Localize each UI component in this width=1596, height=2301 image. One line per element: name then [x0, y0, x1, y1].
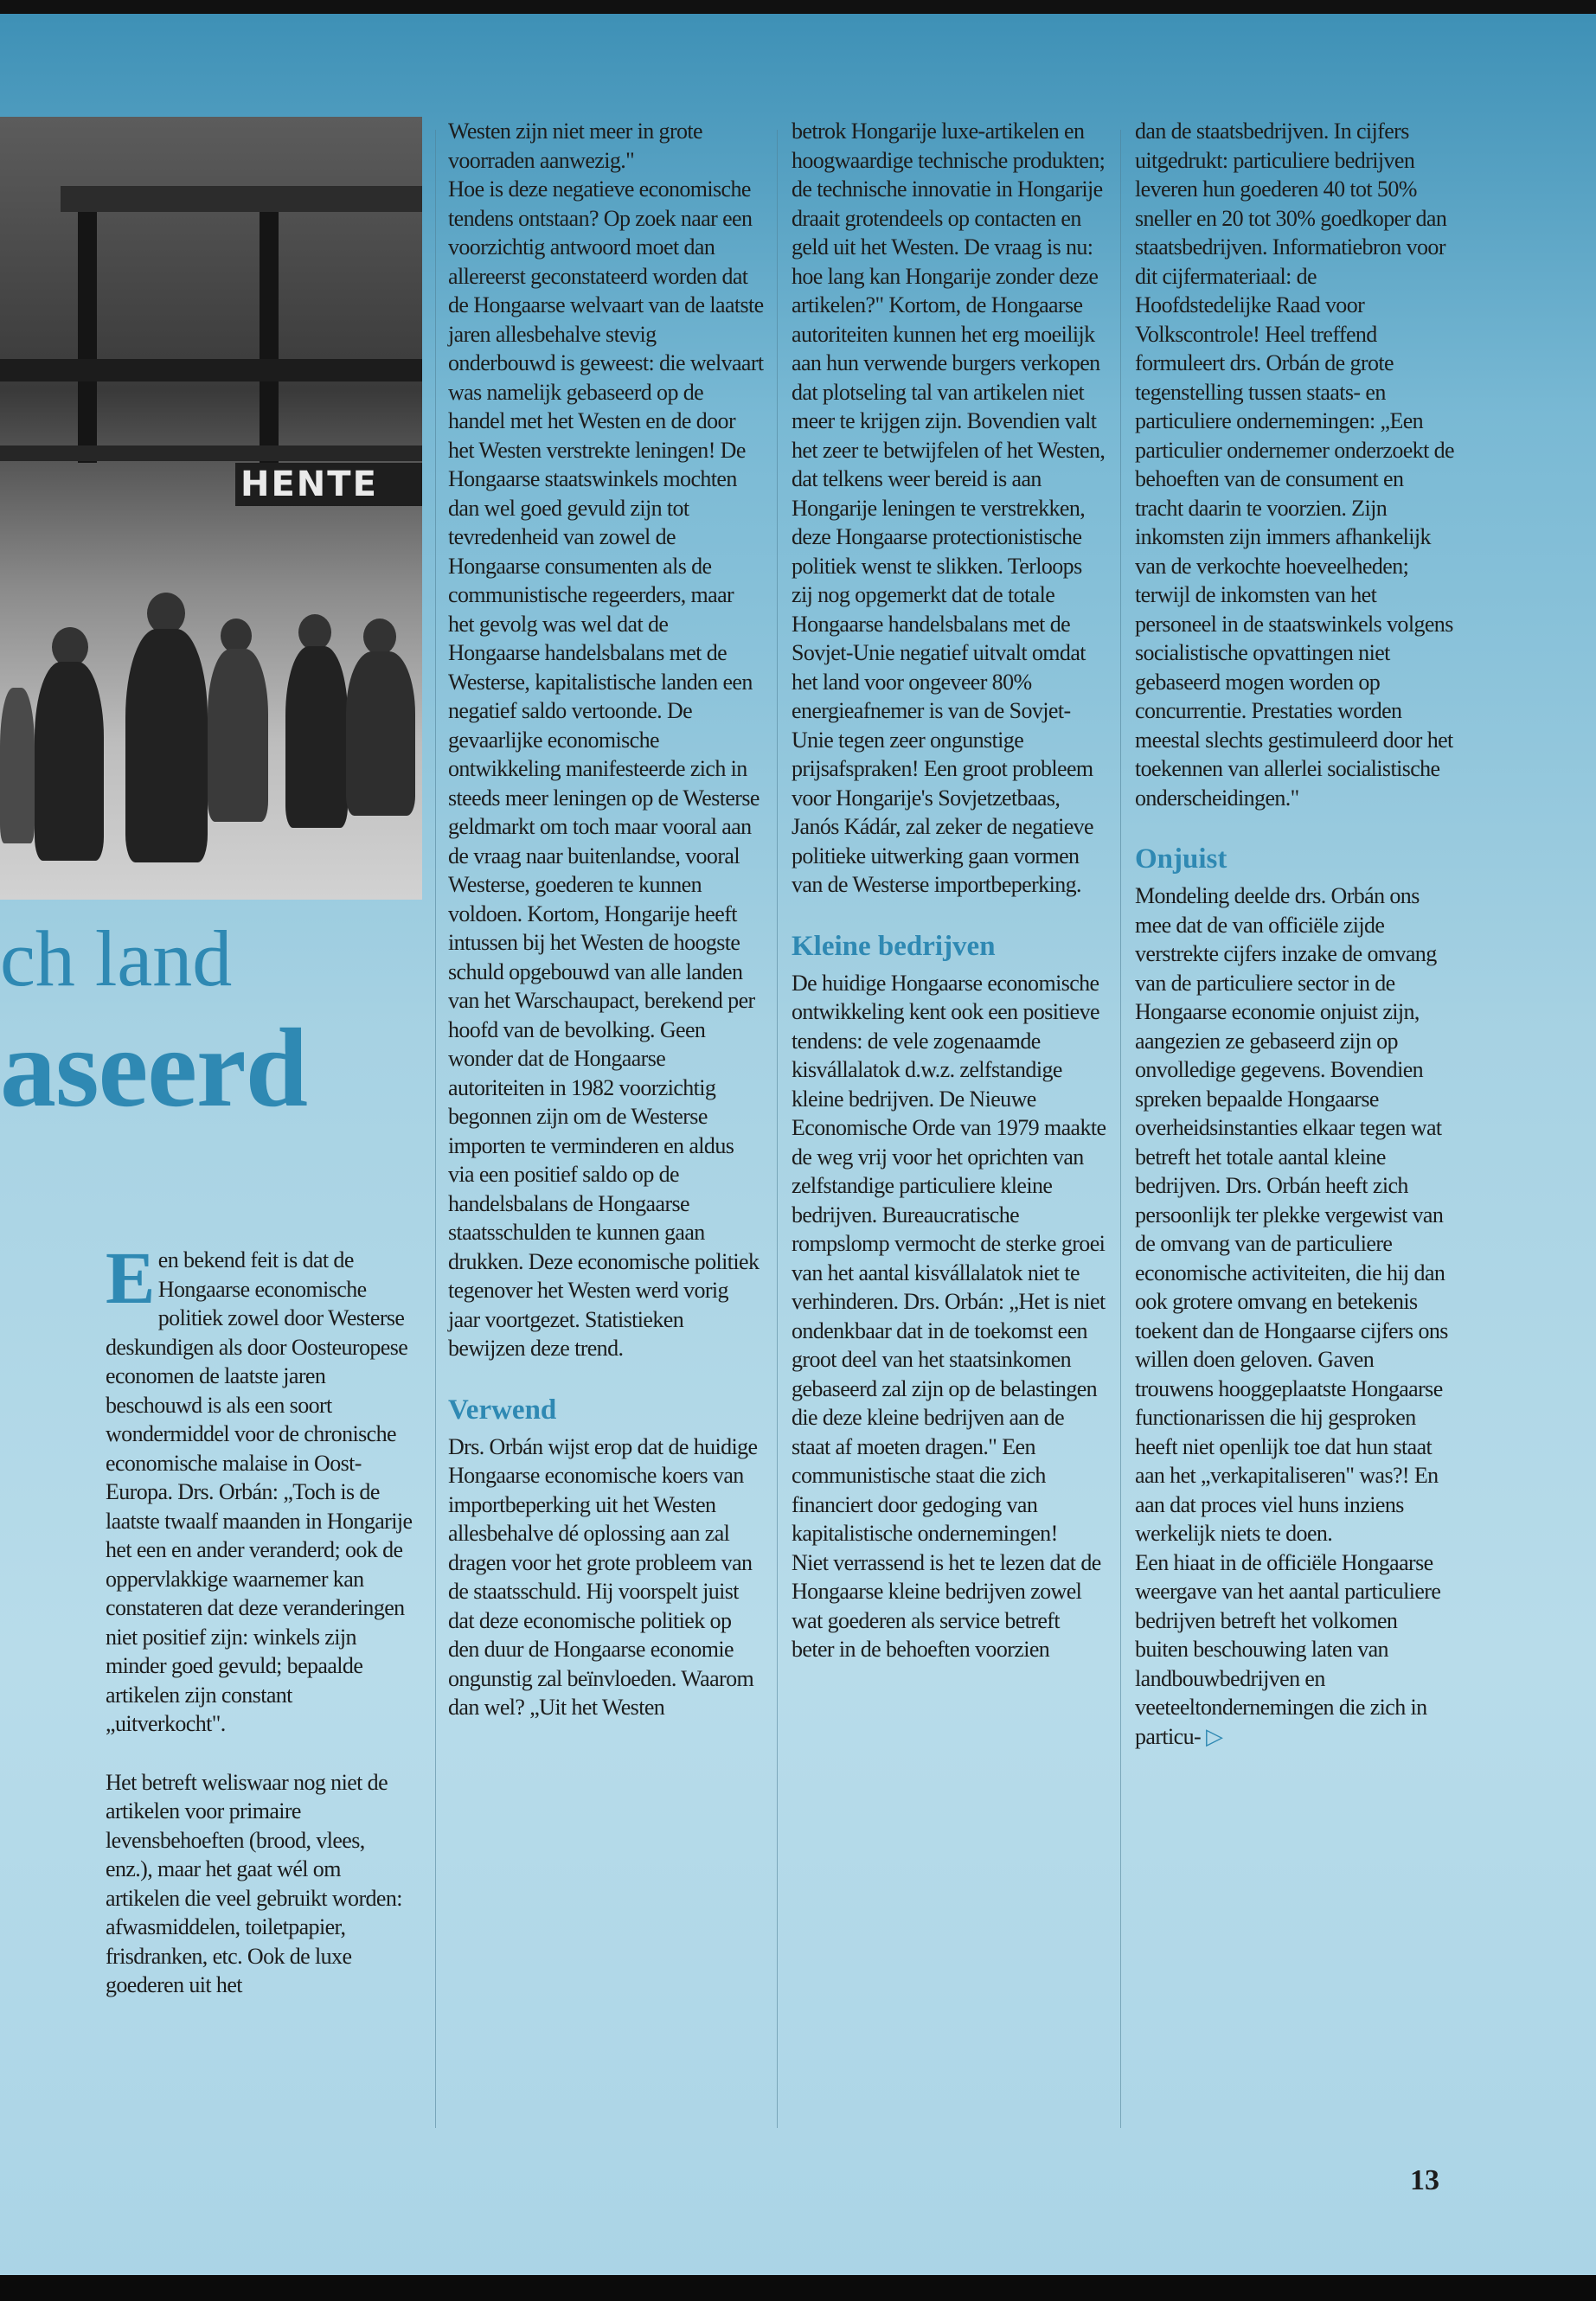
top-border	[0, 0, 1596, 14]
column-2	[448, 117, 764, 1722]
paragraph: Westen zijn niet meer in grote voorraden aanwezig."	[448, 119, 702, 173]
continue-arrow-icon: ▷	[1205, 1723, 1223, 1749]
paragraph: De huidige Hongaarse economische ontwikkeling kent ook een positieve tendens: de vele zogenaamde kisvállalatok d.w.z. zelfstandige kleine bedrijven. De Nieuwe Economische Orde van 1979 maakte de weg vrij voor het oprichten van zelfstandige particuliere kleine bedrijven. Bureaucratische rompslomp vermocht de sterke groei van het aantal kisvállalatok niet te verhinderen. Drs. Orbán: „Het is niet ondenkbaar dat in de toekomst een groot deel van het staatsinkomen gebaseerd zal zijn op de belastingen die deze kleine bedrijven aan de staat af moeten dragen." Een communistische staat die zich financiert door gedoging van kapitalistische ondernemingen!	[792, 970, 1106, 1546]
paragraph-text: Een hiaat in de officiële Hongaarse weergave van het aantal particuliere bedrijven betreft het volkomen buiten beschouwing laten van landbouwbedrijven en veeteeltondernemingen die zich in particu-	[1135, 1549, 1441, 1749]
photo-awning	[61, 186, 422, 212]
paragraph: Het betreft weliswaar nog niet de artikelen voor primaire levensbehoeften (brood, vlees, enz.), maar het gaat wél om artikelen die veel gebruikt worden: afwasmiddelen, toiletpapier, frisdranken, etc. Ook de luxe goederen uit het	[106, 1769, 402, 1997]
paragraph: Hoe is deze negatieve economische tendens ontstaan? Op zoek naar een voorzichtig antwoord moet dan allereerst geconstateerd worden dat de Hongaarse welvaart van de laatste jaren allesbehalve stevig onderbouwd is geweest: die welvaart was namelijk gebaseerd op de handel met het Westen en de door het Westen verstrekte leningen! De Hongaarse staatswinkels mochten dan wel goed gevuld zijn tot tevredenheid van zowel de Hongaarse consumenten als de communistische regeerders, maar het gevolg was wel dat de Hongaarse handelsbalans met de Westerse, kapitalistische landen een negatief saldo vertoonde. De gevaarlijke economische ontwikkeling manifesteerde zich in steeds meer leningen op de Westerse geldmarkt om toch maar vooral aan de vraag naar buitenlandse, vooral Westerse, goederen te kunnen voldoen. Kortom, Hongarije heeft intussen bij het Westen de hoogste schuld opgebouwd van alle landen van het Warschaupact, berekend per hoofd van de bevolking. Geen wonder dat de Hongaarse autoriteiten in 1982 voorzichtig begonnen zijn om de Westerse importen te verminderen en aldus via een positief saldo op de handelsbalans de Hongaarse staatsschulden te kunnen gaan drukken. Deze economische politiek tegenover het Westen werd vorig jaar voortgezet. Statistieken bewijzen deze trend.	[448, 176, 764, 1361]
paragraph: Drs. Orbán wijst erop dat de huidige Hongaarse economische koers van importbeperking uit het Westen allesbehalve dé oplossing aan zal dragen voor het grote probleem van de staatsschuld. Hij voorspelt juist dat deze economische politiek op den duur de Hongaarse economie ongunstig zal beïnvloeden. Waarom dan wel? „Uit het Westen	[448, 1433, 758, 1720]
column-divider	[1120, 130, 1121, 2128]
subheading-kleine-bedrijven: Kleine bedrijven	[792, 930, 996, 962]
photo-pillar	[78, 212, 97, 463]
headline-line-2: aseerd	[0, 1006, 307, 1131]
column-3	[792, 117, 1106, 1664]
paragraph-text: en bekend feit is dat de Hongaarse economische politiek zowel door Westerse deskundigen als door Oosteuropese economen de laatste jaren beschouwd is als een soort wondermiddel voor de chronische economische malaise in Oost-Europa. Drs. Orbán: „Toch is de laatste twaalf maanden in Hongarije het een en ander veranderd; ook de oppervlakkige waarnemer kan constateren dat deze veranderingen niet positief zijn: winkels zijn minder goed gevuld; bepaalde artikelen zijn constant „uitverkocht".	[106, 1247, 413, 1736]
drop-cap: E	[106, 1236, 155, 1319]
paragraph: Mondeling deelde drs. Orbán ons mee dat de van officiële zijde verstrekte cijfers inzake de omvang van de particuliere sector in de Hongaarse economie onjuist zijn, aangezien ze gebaseerd zijn op onvolledige gegevens. Bovendien spreken bepaalde Hongaarse overheidsinstanties elkaar tegen wat betreft het totale aantal kleine bedrijven. Drs. Orbán heeft zich persoonlijk ter plekke vergewist van de omvang van de particuliere economische activiteiten, die hij dan ook grotere omvang en betekenis toekent dan de Hongaarse cijfers ons willen doen geloven. Gaven trouwens hooggeplaatste Hongaarse functionarissen die hij gesproken heeft niet openlijk toe dat hun staat aan het „verkapitaliseren" was?! En aan dat proces viel huns inziens werkelijk niets te doen.	[1135, 883, 1448, 1546]
page-number: 13	[1410, 2164, 1439, 2196]
street-photo	[0, 117, 422, 900]
photo-beam	[0, 359, 422, 381]
column-divider	[435, 130, 436, 2128]
store-sign: HENTE	[235, 463, 422, 506]
column-divider	[777, 130, 778, 2128]
subheading-onjuist: Onjuist	[1135, 843, 1227, 875]
intro-paragraph	[106, 1236, 413, 1739]
bottom-border	[0, 2275, 1596, 2301]
photo-pillar	[260, 212, 279, 463]
paragraph: Niet verrassend is het te lezen dat de Hongaarse kleine bedrijven zowel wat goederen als service betreft beter in de behoeften voorzien	[792, 1549, 1101, 1662]
photo-crowd	[0, 567, 422, 895]
paragraph: dan de staatsbedrijven. In cijfers uitgedrukt: particuliere bedrijven leveren hun goederen 40 tot 50% sneller en 20 tot 30% goedkoper dan staatsbedrijven. Informatiebron voor dit cijfermateriaal: de Hoofdstedelijke Raad voor Volkscontrole! Heel treffend formuleert drs. Orbán de grote tegenstelling tussen staats- en particuliere ondernemingen: „Een particulier ondernemer onderzoekt de behoeften van de consument en tracht daarin te voorzien. Zijn inkomsten zijn immers afhankelijk van de verkochte hoeveelheden; terwijl de inkomsten van het personeel in de staatswinkels volgens socialistische opvattingen niet gebaseerd mogen worden op concurrentie. Prestaties worden meestal slechts gestimuleerd door het toekennen van allerlei socialistische onderscheidingen."	[1135, 119, 1454, 811]
column-1	[106, 1236, 413, 2000]
column-4	[1135, 117, 1455, 1751]
subheading-verwend: Verwend	[448, 1394, 557, 1426]
paragraph	[1135, 1548, 1455, 1752]
headline-line-1: ch land	[0, 914, 233, 1003]
photo-beam	[0, 445, 422, 461]
paragraph: betrok Hongarije luxe-artikelen en hoogwaardige technische produkten; de technische innovatie in Hongarije draait grotendeels op contacten en geld uit het Westen. De vraag is nu: hoe lang kan Hongarije zonder deze artikelen?" Kortom, de Hongaarse autoriteiten kunnen het erg moeilijk aan hun verwende burgers verkopen dat plotseling tal van artikelen niet meer te krijgen zijn. Bovendien valt het zeer te betwijfelen of het Westen, dat telkens weer bereid is aan Hongarije leningen te verstrekken, deze Hongaarse protectionistische politiek wenst te slikken. Terloops zij nog opgemerkt dat de totale Hongaarse handelsbalans met de Sovjet-Unie negatief uitvalt omdat het land voor ongeveer 80% energieafnemer is van de Sovjet-Unie tegen zeer ongunstige prijsafspraken! Een groot probleem voor Hongarije's Sovjetzetbaas, Janós Kádár, zal zeker de negatieve politieke uitwerking gaan vormen van de Westerse importbeperking.	[792, 119, 1106, 897]
